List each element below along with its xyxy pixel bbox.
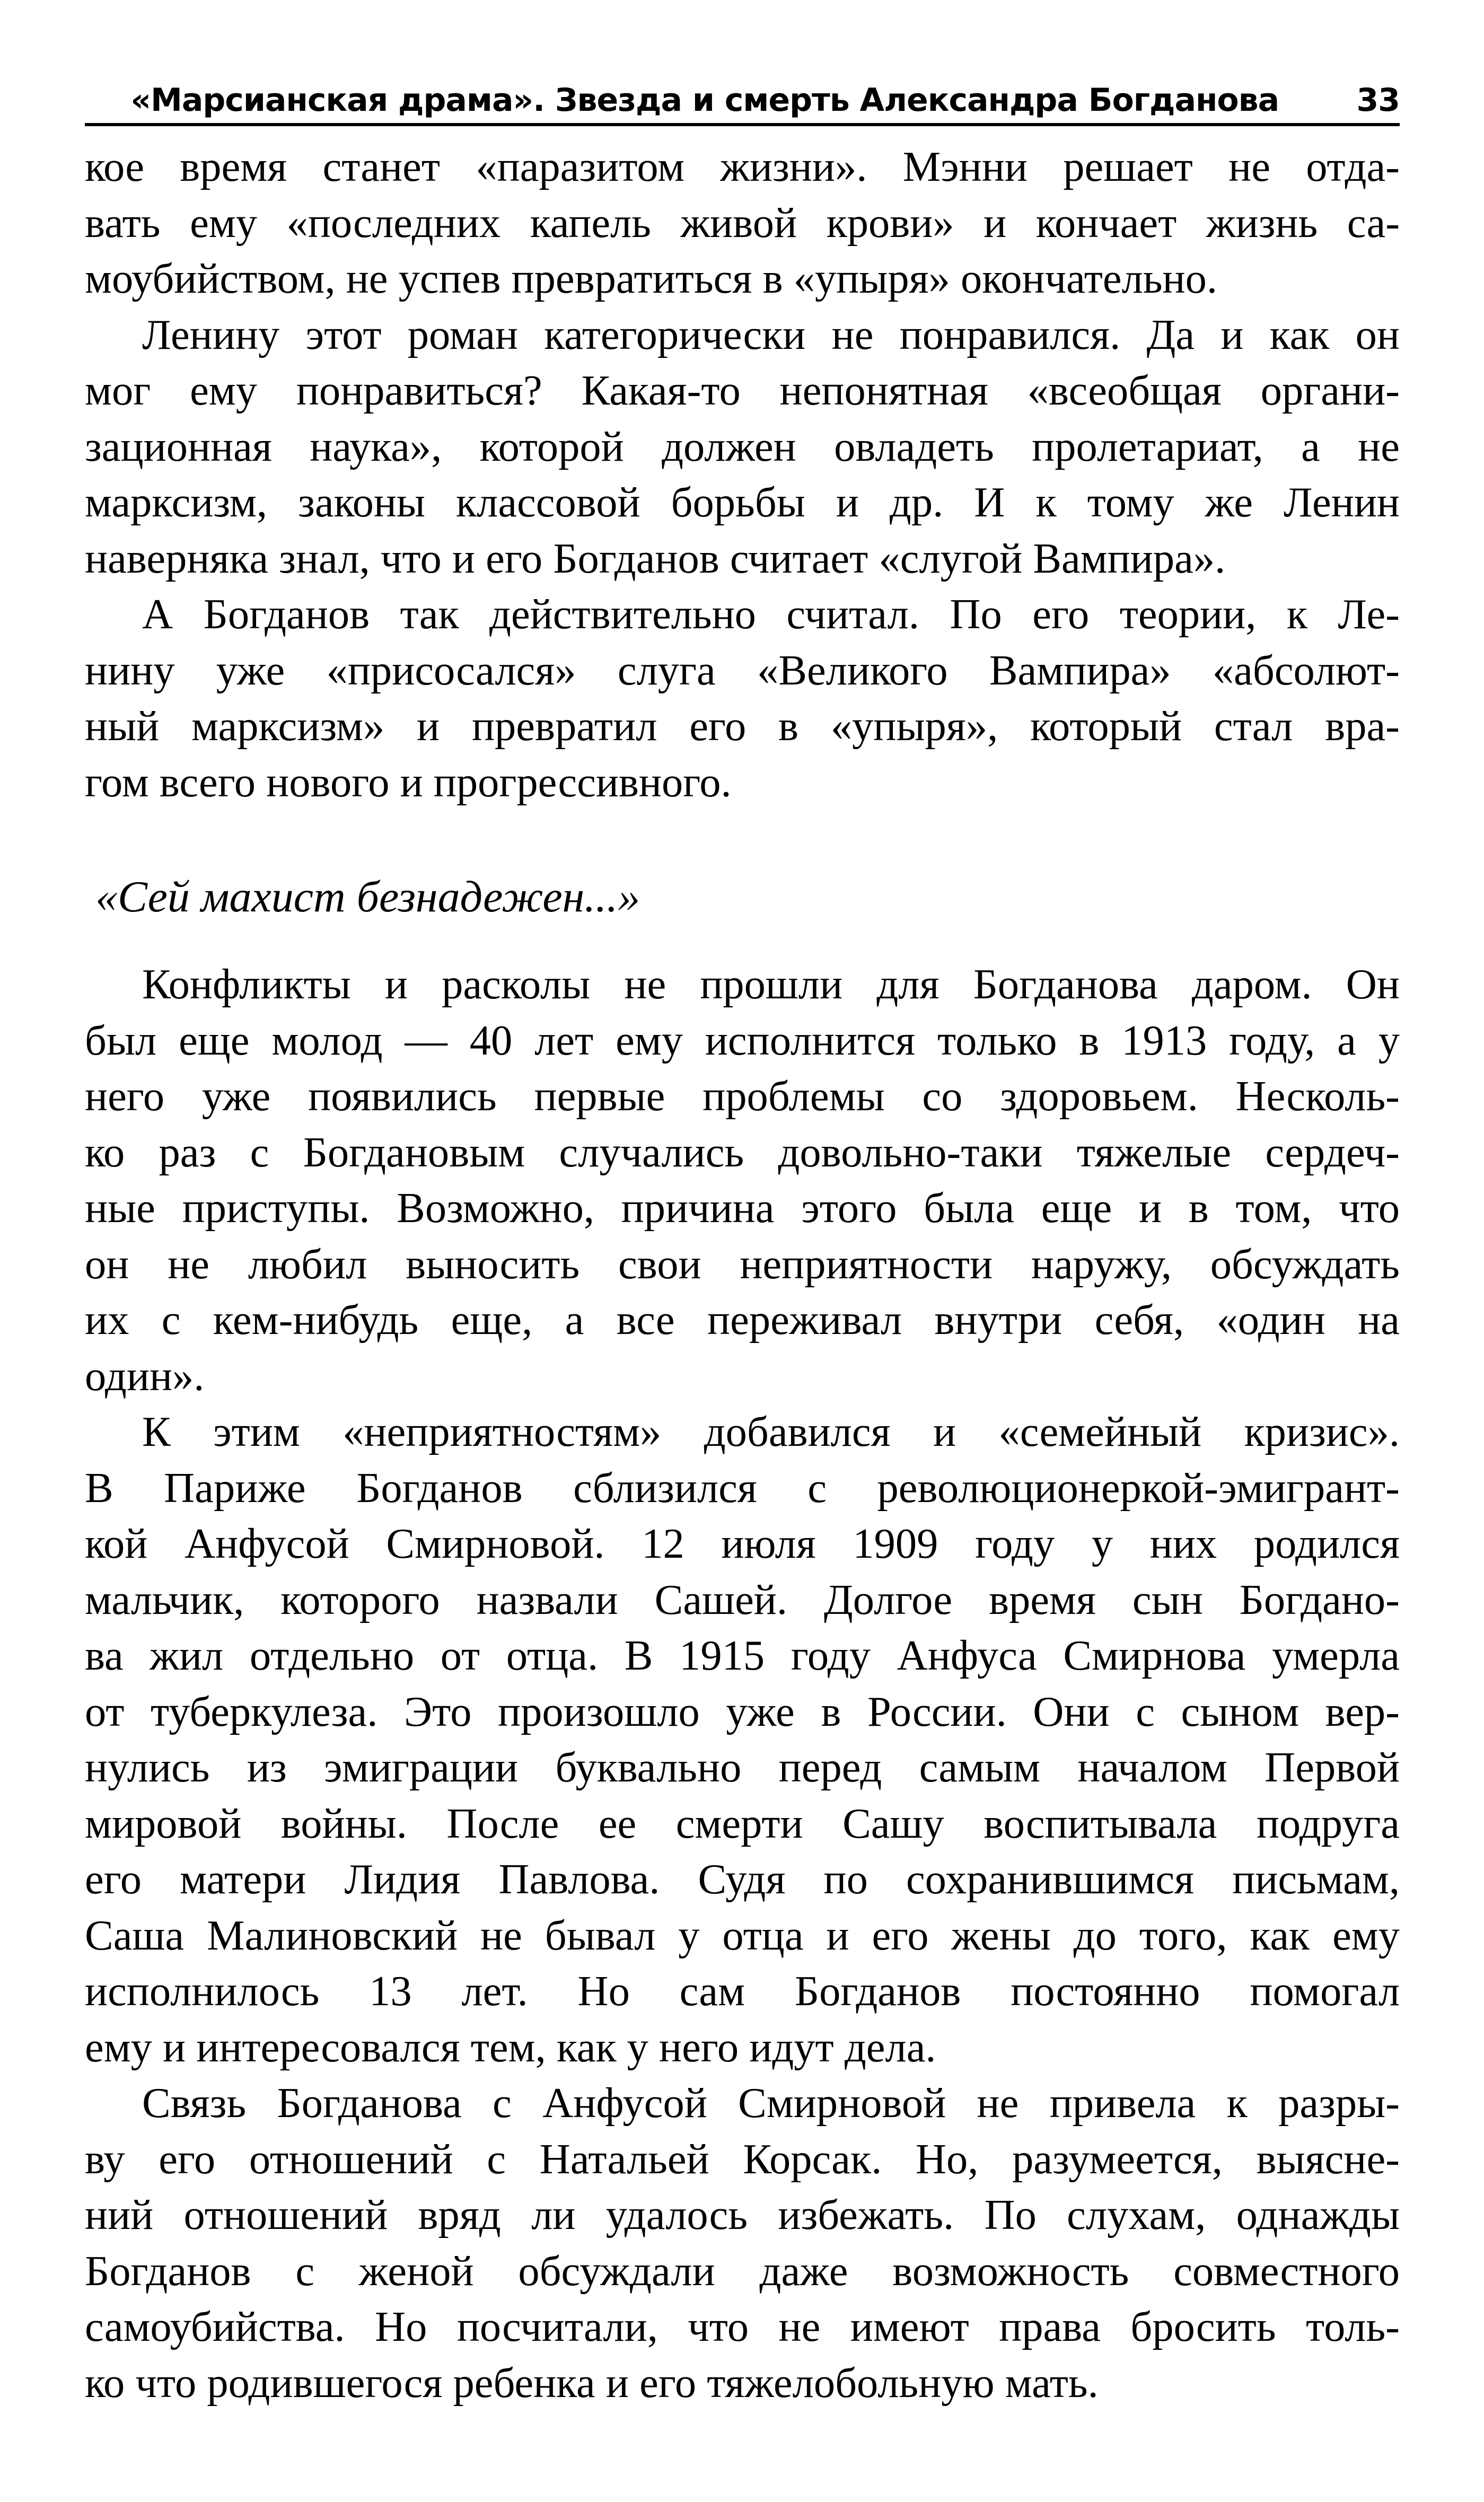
header-rule <box>85 123 1400 126</box>
text-line: от туберкулеза. Это произошло уже в России. Они с сыном вер- <box>85 1688 1400 1735</box>
text-line: Связь Богданова с Анфусой Смирновой не привела к разры- <box>142 2079 1400 2127</box>
page-number: 33 <box>1356 82 1400 119</box>
text-line: гом всего нового и прогрессивного. <box>85 758 732 806</box>
paragraphs-after-heading <box>85 956 1400 2411</box>
text-line: Богданов с женой обсуждали даже возможность совместного <box>85 2247 1400 2295</box>
paragraph <box>85 586 1400 810</box>
text-line: исполнилось 13 лет. Но сам Богданов постоянно помогал <box>85 1968 1400 2015</box>
paragraph <box>85 139 1400 307</box>
text-line: мог ему понравиться? Какая-то непонятная «всеобщая органи- <box>85 367 1400 414</box>
text-line: ва жил отдельно от отца. В 1915 году Анфуса Смирнова умерла <box>85 1632 1400 1679</box>
section-heading: «Сей махист безнадежен...» <box>95 872 640 921</box>
text-line: Ленину этот роман категорически не понравился. Да и как он <box>142 311 1400 358</box>
text-line: него уже появились первые проблемы со здоровьем. Несколь- <box>85 1073 1400 1120</box>
text-line: В Париже Богданов сблизился с революционеркой-эмигрант- <box>85 1464 1400 1512</box>
text-line: самоубийства. Но посчитали, что не имеют права бросить толь- <box>85 2303 1400 2350</box>
paragraph <box>85 307 1400 587</box>
text-line: А Богданов так действительно считал. По его теории, к Ле- <box>142 591 1400 638</box>
text-line: их с кем-нибудь еще, а все переживал внутри себя, «один на <box>85 1296 1400 1344</box>
paragraph <box>85 1404 1400 2075</box>
text-line: ний отношений вряд ли удалось избежать. По слухам, однажды <box>85 2191 1400 2238</box>
text-line: марксизм, законы классовой борьбы и др. И к тому же Ленин <box>85 479 1400 526</box>
text-line: мальчик, которого назвали Сашей. Долгое время сын Богдано- <box>85 1576 1400 1623</box>
text-line: Саша Малиновский не бывал у отца и его жены до того, как ему <box>85 1911 1400 1959</box>
body-text <box>85 139 1400 2411</box>
text-line: нину уже «присосался» слуга «Великого Вампира» «абсолют- <box>85 646 1400 694</box>
text-line: его матери Лидия Павлова. Судя по сохранившимся письмам, <box>85 1856 1400 1903</box>
text-line: ко раз с Богдановым случались довольно-таки тяжелые сердеч- <box>85 1128 1400 1176</box>
text-line: К этим «неприятностям» добавился и «семейный кризис». <box>142 1408 1400 1455</box>
text-line: вать ему «последних капель живой крови» и кончает жизнь са- <box>85 199 1400 247</box>
paragraph <box>85 956 1400 1404</box>
text-line: наверняка знал, что и его Богданов считает «слугой Вампира». <box>85 534 1226 582</box>
text-line: один». <box>85 1352 205 1400</box>
text-line: был еще молод — 40 лет ему исполнится только в 1913 году, а у <box>85 1016 1400 1064</box>
text-line: ные приступы. Возможно, причина этого была еще и в том, что <box>85 1184 1400 1232</box>
text-line: зационная наука», которой должен овладеть пролетариат, а не <box>85 423 1400 470</box>
text-line: Конфликты и расколы не прошли для Богданова даром. Он <box>142 961 1400 1008</box>
paragraphs-before-heading <box>85 139 1400 810</box>
running-header-title: «Марсианская драма». Звезда и смерть Александра Богданова <box>130 82 1279 119</box>
text-line: мировой войны. После ее смерти Сашу воспитывала подруга <box>85 1799 1400 1847</box>
text-line: моубийством, не успев превратиться в «упыря» окончательно. <box>85 255 1218 302</box>
text-line: нулись из эмиграции буквально перед самым началом Первой <box>85 1744 1400 1791</box>
text-line: ный марксизм» и превратил его в «упыря», который стал вра- <box>85 703 1400 750</box>
text-line: ву его отношений с Натальей Корсак. Но, разумеется, выясне- <box>85 2135 1400 2183</box>
paragraph <box>85 2075 1400 2411</box>
text-line: кой Анфусой Смирновой. 12 июля 1909 году у них родился <box>85 1520 1400 1567</box>
text-line: кое время станет «паразитом жизни». Мэнни решает не отда- <box>85 143 1400 190</box>
running-header <box>85 68 1400 119</box>
text-line: ко что родившегося ребенка и его тяжелобольную мать. <box>85 2359 1099 2407</box>
text-line: ему и интересовался тем, как у него идут дела. <box>85 2023 936 2071</box>
text-line: он не любил выносить свои неприятности наружу, обсуждать <box>85 1240 1400 1288</box>
